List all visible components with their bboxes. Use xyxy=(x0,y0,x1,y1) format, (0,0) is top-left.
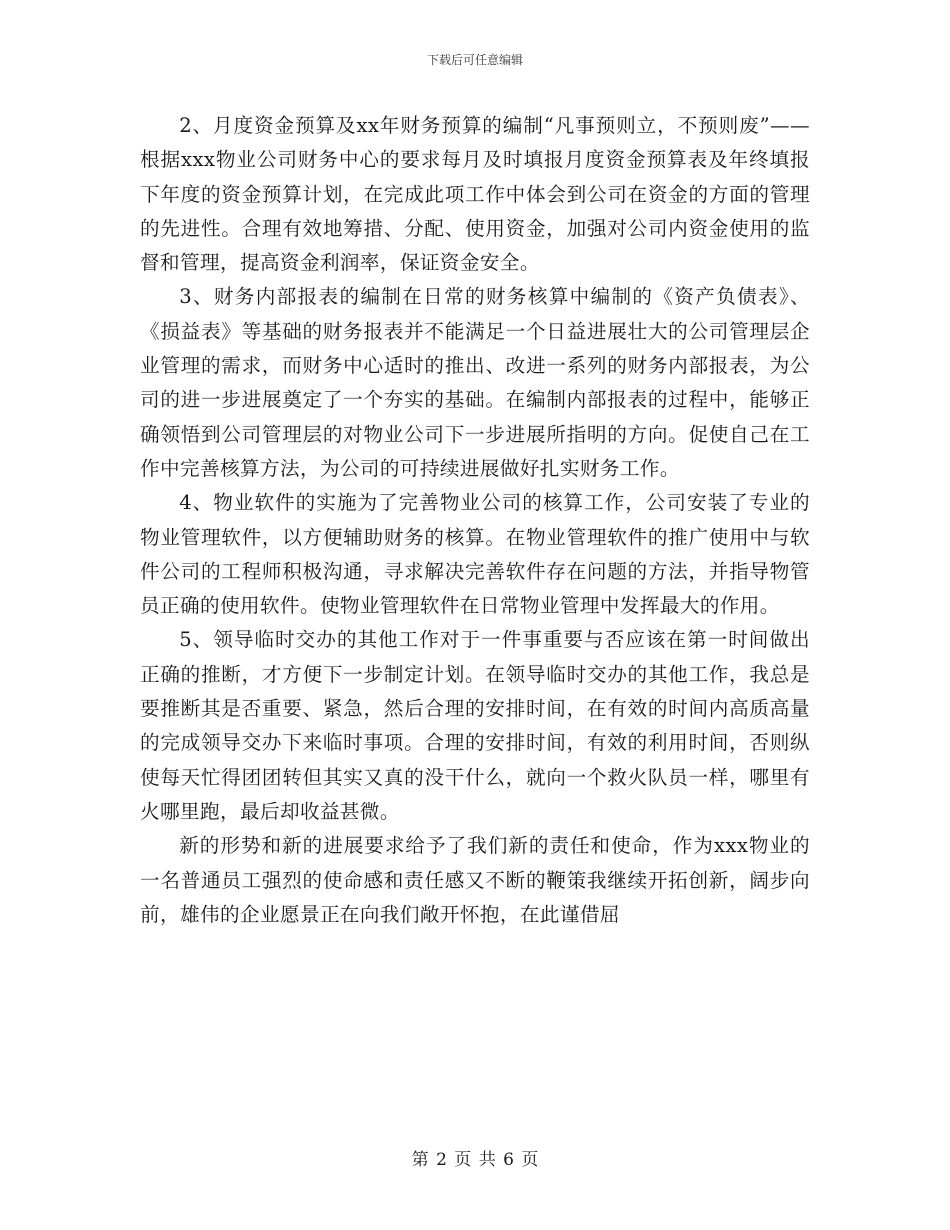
paragraph-software: 4、物业软件的实施为了完善物业公司的核算工作，公司安装了专业的物业管理软件，以方便辅助财务的核算。在物业管理软件的推广使用中与软件公司的工程师积极沟通，寻求解决完善软件存在问题的方法，并指导物管员正确的使用软件。使物业管理软件在日常物业管理中发挥最大的作用。 xyxy=(140,491,810,618)
page-number: 第 2 页 共 6 页 xyxy=(411,1150,539,1170)
page-header-note: 下载后可任意编辑 xyxy=(426,53,523,67)
paragraph-internal-reports: 3、财务内部报表的编制在日常的财务核算中编制的《资产负债表》、《损益表》等基础的财务报表并不能满足一个日益进展壮大的公司管理层企业管理的需求，而财务中心适时的推出、改进一系列的财务内部报表，为公司的进一步进展奠定了一个夯实的基础。在编制内部报表的过程中，能够正确领悟到公司管理层的对物业公司下一步进展所指明的方向。促使自己在工作中完善核算方法，为公司的可持续进展做好扎实财务工作。 xyxy=(140,285,810,480)
paragraph-budget: 2、月度资金预算及xx年财务预算的编制“凡事预则立，不预则废”——根据xxx物业公司财务中心的要求每月及时填报月度资金预算表及年终填报下年度的资金预算计划，在完成此项工作中体会到公司在资金的方面的管理的先进性。合理有效地筹措、分配、使用资金，加强对公司内资金使用的监督和管理，提高资金利润率，保证资金安全。 xyxy=(140,114,810,275)
paragraph-conclusion: 新的形势和新的进展要求给予了我们新的责任和使命，作为xxx物业的一名普通员工强烈的使命感和责任感又不断的鞭策我继续开拓创新，阔步向前，雄伟的企业愿景正在向我们敞开怀抱，在此谨借屈 xyxy=(140,834,810,926)
paragraph-other-tasks: 5、领导临时交办的其他工作对于一件事重要与否应该在第一时间做出正确的推断，才方便下一步制定计划。在领导临时交办的其他工作，我总是要推断其是否重要、紧急，然后合理的安排时间，在有效的时间内高质高量的完成领导交办下来临时事项。合理的安排时间，有效的利用时间，否则纵使每天忙得团团转但其实又真的没干什么，就向一个救火队员一样，哪里有火哪里跑，最后却收益甚微。 xyxy=(140,628,810,823)
document-body xyxy=(140,109,810,932)
